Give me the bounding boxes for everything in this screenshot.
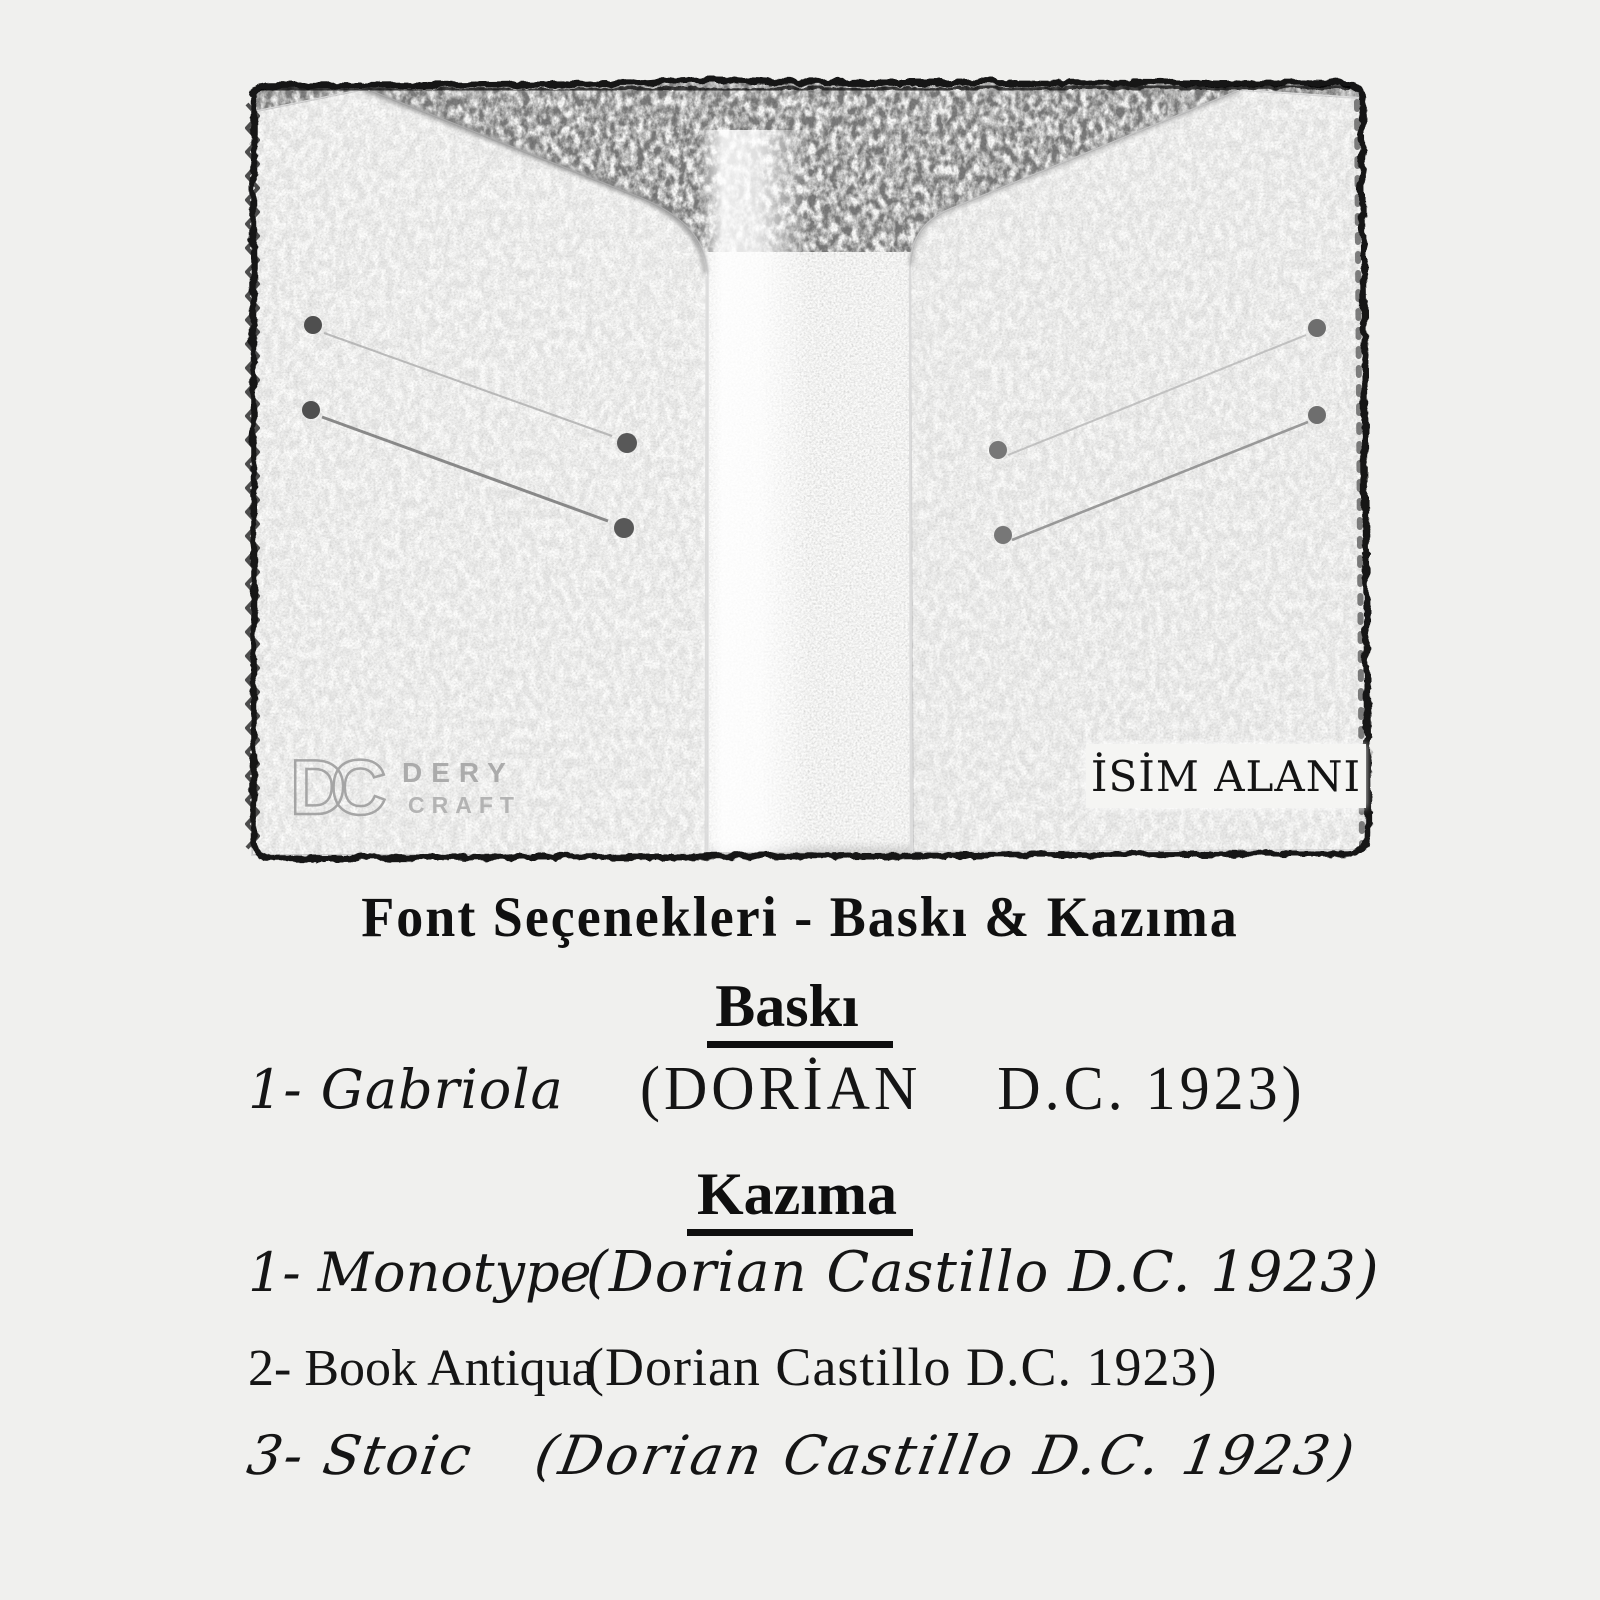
- card-slit-hole: [1308, 406, 1326, 424]
- name-area-label: İSİM ALANI: [1090, 751, 1362, 801]
- brand-name-line1: DERY: [402, 757, 515, 788]
- font-row-monotype: [248, 1240, 1480, 1305]
- font-row-book-antiqua: [248, 1336, 1480, 1398]
- font-sample: (Dorian Castillo D.C. 1923): [586, 1240, 1380, 1305]
- font-name: 1- Monotype: [248, 1241, 592, 1304]
- right-pocket-fold-line: [910, 270, 911, 850]
- kazima-heading-text: Kazıma: [687, 1162, 913, 1236]
- card-slit-hole: [989, 441, 1007, 459]
- brand-monogram-icon: DC: [290, 743, 371, 831]
- card-slit-hole: [994, 526, 1012, 544]
- card-slit-hole: [614, 518, 634, 538]
- spine-highlight: [698, 130, 810, 852]
- card-slit-hole: [304, 316, 322, 334]
- font-sample: (Dorian Castillo D.C. 1923): [586, 1337, 1218, 1397]
- card-slit-hole: [1308, 319, 1326, 337]
- font-options-title: Font Seçenekleri - Baskı & Kazıma: [361, 885, 1239, 949]
- font-sample: (DORİAN D.C. 1923): [640, 1053, 1306, 1123]
- font-name: 1- Gabriola: [248, 1058, 564, 1121]
- card-slit-hole: [302, 401, 320, 419]
- font-sample: (Dorian Castillo D.C. 1923): [530, 1424, 1362, 1487]
- font-name: 2- Book Antiqua: [248, 1340, 595, 1397]
- kazima-section-heading: [0, 1160, 1600, 1236]
- name-area-label-box: [1086, 744, 1366, 808]
- font-row-stoic: [243, 1424, 1480, 1487]
- font-name: 3- Stoic: [243, 1424, 478, 1487]
- brand-name-line2: CRAFT: [408, 792, 521, 818]
- baski-section-heading: [0, 972, 1600, 1048]
- card-slit-hole: [617, 433, 637, 453]
- baski-heading-text: Baskı: [707, 974, 892, 1048]
- font-row-gabriola: [248, 1054, 1480, 1123]
